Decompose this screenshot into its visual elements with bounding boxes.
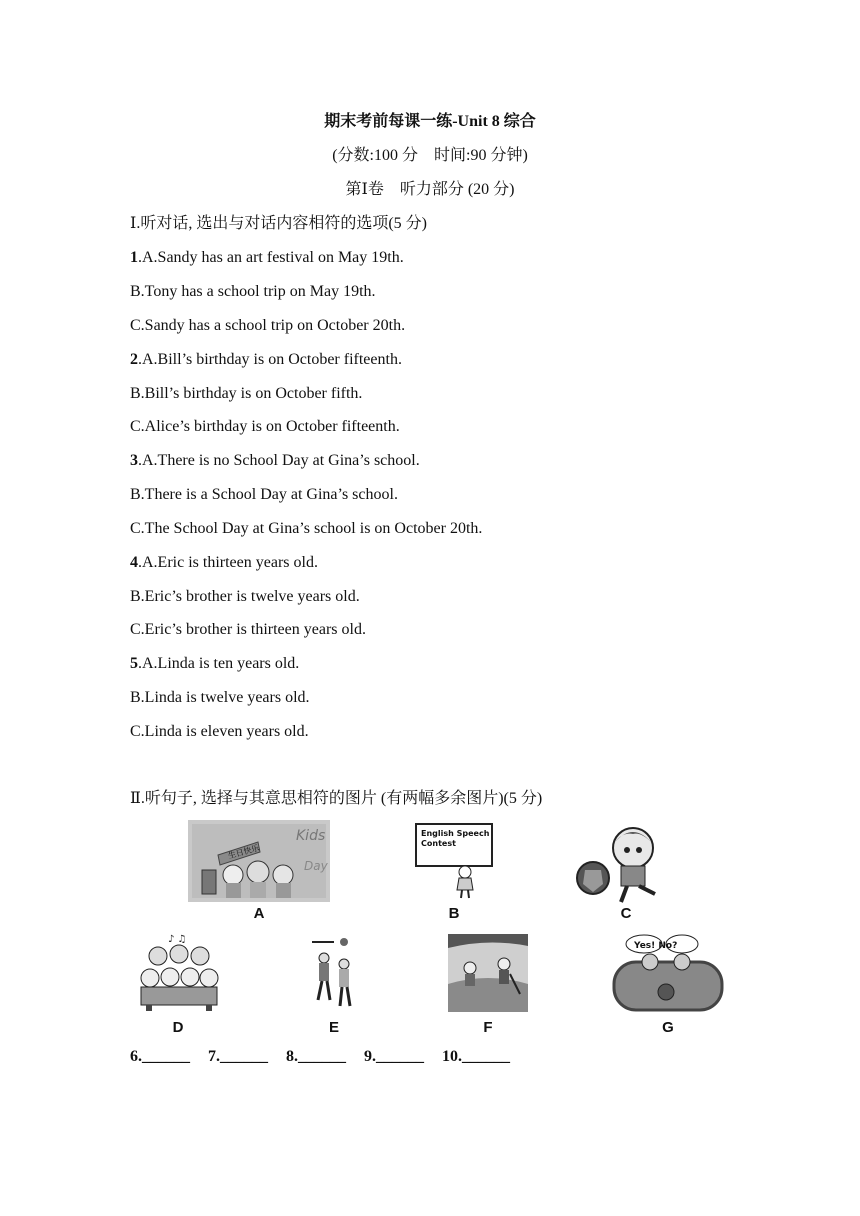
- svg-text:Kids: Kids: [296, 828, 326, 844]
- question-1-option-a: 1.A.Sandy has an art festival on May 19th.: [130, 249, 404, 266]
- svg-text:English Speech: English Speech: [421, 829, 490, 838]
- part2-instruction: Ⅱ.听句子, 选择与其意思相符的图片 (有两幅多余图片)(5 分): [130, 790, 543, 807]
- picture-c-soccer: [575, 822, 667, 906]
- answer-blank-7[interactable]: 7.______: [208, 1048, 268, 1065]
- svg-text:Contest: Contest: [421, 839, 456, 848]
- answer-blank-9[interactable]: 9.______: [364, 1048, 424, 1065]
- question-4-option-c: C.Eric’s brother is thirteen years old.: [130, 621, 366, 638]
- score-time-info: (分数:100 分 时间:90 分钟): [332, 147, 528, 164]
- question-5-option-c: C.Linda is eleven years old.: [130, 723, 309, 740]
- picture-e-label: E: [328, 1019, 339, 1036]
- question-4-option-b: B.Eric’s brother is twelve years old.: [130, 588, 360, 605]
- question-5-option-a: 5.A.Linda is ten years old.: [130, 655, 300, 672]
- svg-text:♪ ♫: ♪ ♫: [168, 934, 187, 945]
- question-3-option-a: 3.A.There is no School Day at Gina’s school.: [130, 452, 420, 469]
- answer-blanks: [130, 1047, 524, 1067]
- picture-f-outdoor: [448, 934, 528, 1012]
- picture-a-birthday-party: [188, 820, 330, 902]
- section-heading: 第Ⅰ卷 听力部分 (20 分): [345, 181, 515, 198]
- picture-g-yes-no: [612, 934, 724, 1014]
- svg-text:生日快乐: 生日快乐: [227, 843, 261, 861]
- question-3-option-c: C.The School Day at Gina’s school is on October 20th.: [130, 520, 483, 537]
- question-3-option-b: B.There is a School Day at Gina’s school.: [130, 486, 398, 503]
- picture-b-speech-contest: [415, 822, 495, 900]
- picture-e-basketball: [302, 934, 360, 1012]
- question-4-option-a: 4.A.Eric is thirteen years old.: [130, 554, 318, 571]
- page-title: 期末考前每课一练-Unit 8 综合: [324, 113, 536, 130]
- question-1-option-b: B.Tony has a school trip on May 19th.: [130, 283, 376, 300]
- question-2-option-b: B.Bill’s birthday is on October fifth.: [130, 385, 363, 402]
- question-5-option-b: B.Linda is twelve years old.: [130, 689, 310, 706]
- part1-instruction: Ⅰ.听对话, 选出与对话内容相符的选项(5 分): [130, 215, 427, 232]
- picture-g-label: G: [662, 1019, 674, 1036]
- answer-blank-6[interactable]: 6.______: [130, 1048, 190, 1065]
- picture-b-label: B: [448, 905, 460, 922]
- answer-blank-10[interactable]: 10.______: [442, 1048, 510, 1065]
- question-1-option-c: C.Sandy has a school trip on October 20th.: [130, 317, 406, 334]
- question-2-option-c: C.Alice’s birthday is on October fifteenth.: [130, 418, 400, 435]
- svg-text:Yes! No?: Yes! No?: [634, 941, 678, 951]
- picture-d-choir: [138, 932, 220, 1012]
- picture-d-label: D: [172, 1019, 184, 1036]
- question-2-option-a: 2.A.Bill’s birthday is on October fifteenth.: [130, 351, 402, 368]
- svg-text:Day: Day: [304, 859, 328, 873]
- picture-c-label: C: [620, 905, 632, 922]
- picture-a-label: A: [253, 905, 265, 922]
- answer-blank-8[interactable]: 8.______: [286, 1048, 346, 1065]
- picture-f-label: F: [483, 1019, 493, 1036]
